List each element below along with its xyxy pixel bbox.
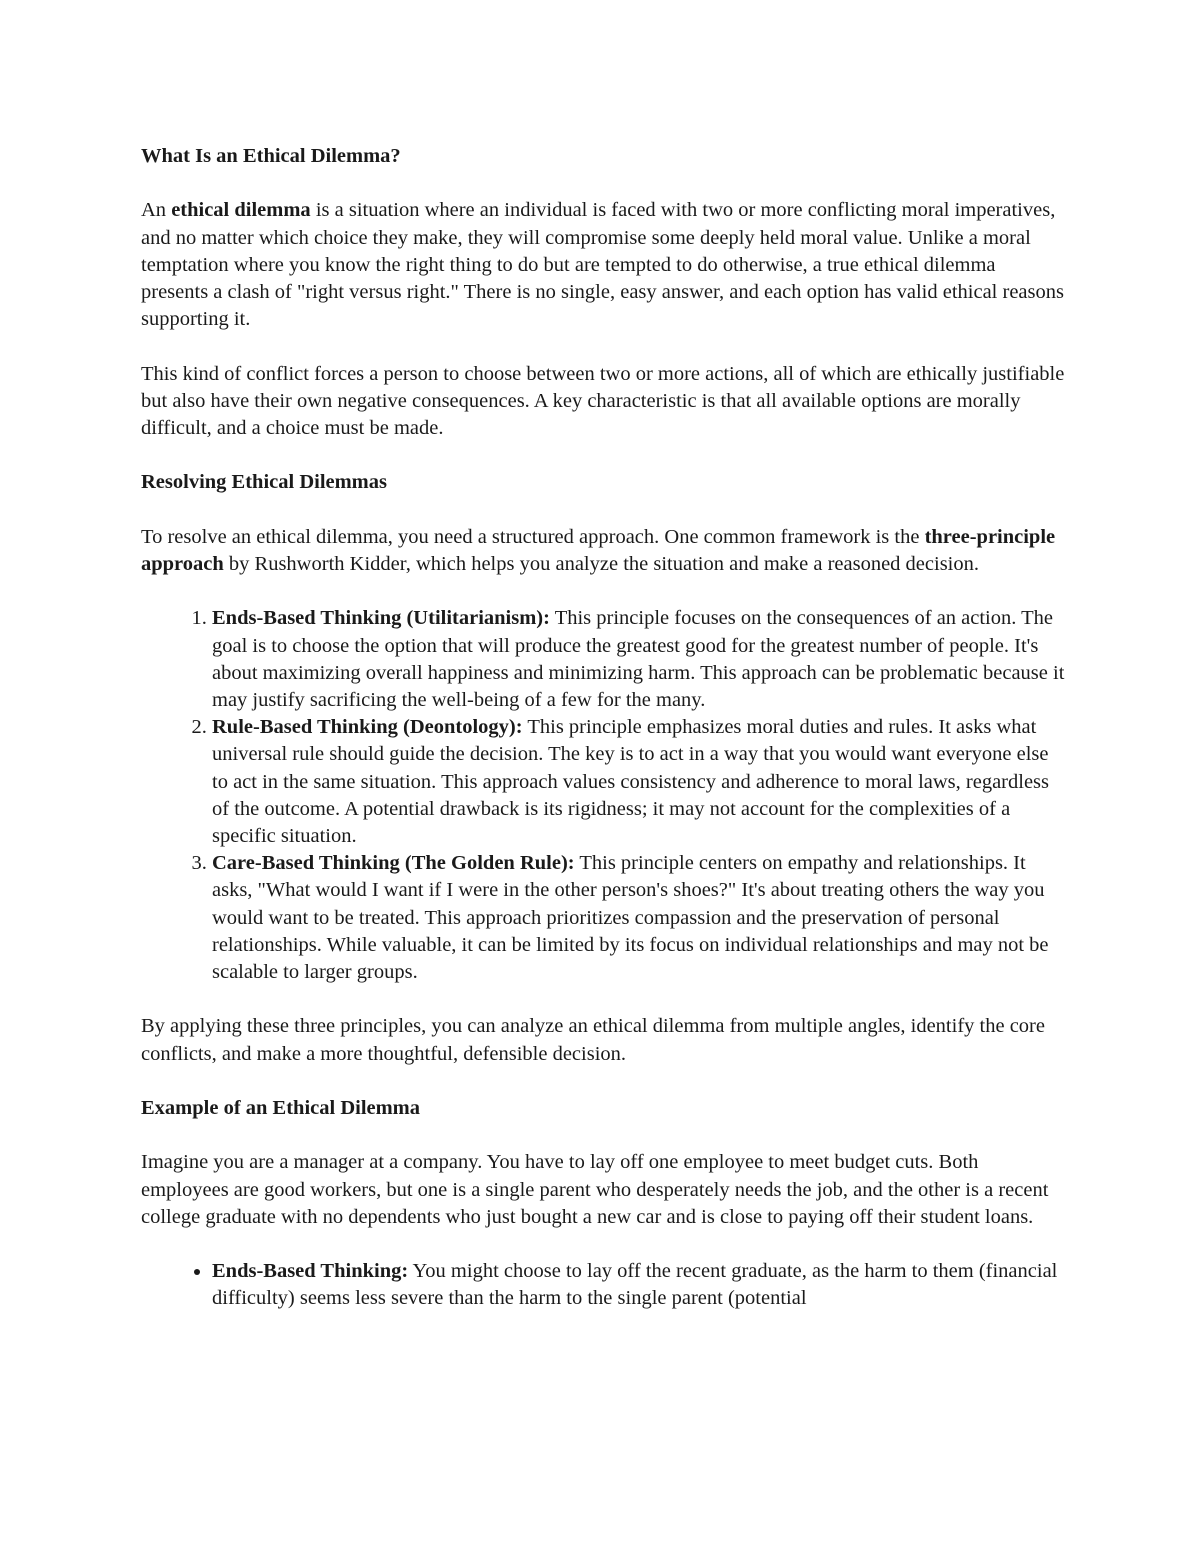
framework-intro-term: three-principle approach: [141, 525, 1056, 575]
example-ends-based: [212, 1258, 1066, 1312]
principles-list: [141, 605, 1066, 986]
heading-example-dilemma: Example of an Ethical Dilemma: [141, 1097, 421, 1119]
principle-rule-based: [212, 714, 1066, 850]
framework-intro-paragraph: [141, 524, 1066, 578]
principle-title: Ends-Based Thinking (Utilitarianism):: [212, 607, 550, 630]
example-text: You might choose to lay off the recent graduate, as the harm to them (financial difficulty) seems less severe than the harm to the single parent (potential: [212, 1260, 1058, 1310]
document-page: [141, 143, 1066, 1340]
conflict-paragraph: This kind of conflict forces a person to choose between two or more actions, all of which are ethically justifiable but also have their own negative consequences. A key characteristic is that all available options are morally difficult, and a choice must be made.: [141, 362, 1065, 439]
example-title: Ends-Based Thinking:: [212, 1260, 409, 1283]
example-analysis-list: [141, 1258, 1066, 1312]
principle-title: Rule-Based Thinking (Deontology):: [212, 716, 523, 739]
principle-title: Care-Based Thinking (The Golden Rule):: [212, 852, 575, 875]
framework-intro-rest: by Rushworth Kidder, which helps you analyze the situation and make a reasoned decision.: [223, 552, 979, 575]
scenario-paragraph: Imagine you are a manager at a company. You have to lay off one employee to meet budget cuts. Both employees are good workers, but one is a single parent who desperately needs the job, and the other is a recent college graduate with no dependents who just bought a new car and is close to paying off their student loans.: [141, 1151, 1049, 1228]
principle-ends-based: [212, 605, 1066, 714]
definition-rest: is a situation where an individual is faced with two or more conflicting moral imperatives, and no matter which choice they make, they will compromise some deeply held moral value. Unlike a moral temptation where you know the right thing to do but are tempted to do otherwise, a true ethical dilemma presents a clash of "right versus right." There is no single, easy answer, and each option has valid ethical reasons supporting it.: [141, 199, 1064, 331]
conclusion-paragraph: By applying these three principles, you can analyze an ethical dilemma from multiple angles, identify the core conflicts, and make a more thoughtful, defensible decision.: [141, 1015, 1045, 1065]
definition-term: ethical dilemma: [171, 199, 311, 222]
definition-paragraph: [141, 197, 1066, 333]
principle-text: This principle focuses on the consequences of an action. The goal is to choose the option that will produce the greatest good for the greatest number of people. It's about maximizing overall happiness and minimizing harm. This approach can be problematic because it may justify sacrificing the well-being of a few for the many.: [212, 607, 1065, 711]
framework-intro-lead: To resolve an ethical dilemma, you need a structured approach. One common framework is the: [141, 525, 925, 548]
heading-what-is-ethical-dilemma: What Is an Ethical Dilemma?: [141, 145, 401, 167]
principle-text: This principle centers on empathy and relationships. It asks, "What would I want if I were in the other person's shoes?" It's about treating others the way you would want to be treated. This approach prioritizes compassion and the preservation of personal relationships. While valuable, it can be limited by its focus on individual relationships and may not be scalable to larger groups.: [212, 852, 1049, 984]
principle-text: This principle emphasizes moral duties and rules. It asks what universal rule should guide the decision. The key is to act in a way that you would want everyone else to act in the same situation. This approach values consistency and adherence to moral laws, regardless of the outcome. A potential drawback is its rigidness; it may not account for the complexities of a specific situation.: [212, 716, 1050, 847]
definition-lead: An: [141, 199, 172, 222]
heading-resolving-dilemmas: Resolving Ethical Dilemmas: [141, 471, 387, 494]
principle-care-based: [212, 850, 1066, 986]
